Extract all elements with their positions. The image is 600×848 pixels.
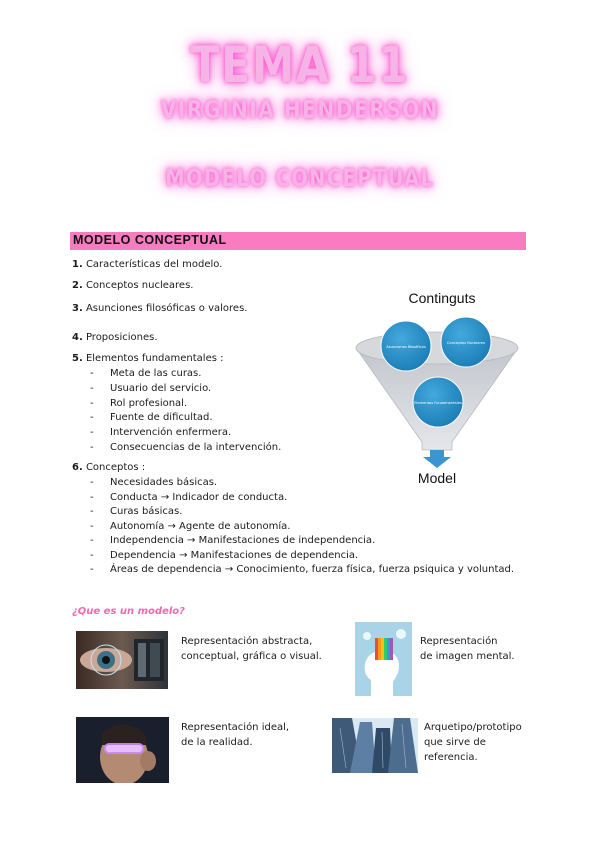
- list-item: 5. Elementos fundamentales :: [72, 353, 224, 364]
- skyscraper-image: [332, 718, 418, 773]
- list-item: 3. Asunciones filosóficas o valores.: [72, 303, 248, 314]
- diagram-title: Continguts: [408, 290, 476, 306]
- card-text: Representación abstracta, conceptual, gráfica o visual.: [181, 636, 322, 662]
- circle-label: Conceptos Nucleares: [447, 341, 485, 345]
- diagram-bottom-label: Model: [417, 470, 457, 486]
- circle-label: Elementos Fundamentales: [414, 401, 462, 405]
- funnel-diagram: [352, 288, 522, 493]
- page-tagline: MODELO CONCEPTUAL: [165, 164, 435, 192]
- page-subtitle: VIRGINIA HENDERSON: [160, 95, 440, 124]
- list-item: 2. Conceptos nucleares.: [72, 280, 194, 291]
- page-title: TEMA 11: [190, 36, 410, 94]
- mental-image: [355, 622, 412, 696]
- list-item: 4. Proposiciones.: [72, 332, 158, 343]
- models-question: ¿Que es un modelo?: [72, 606, 185, 617]
- card-text: Representación de imagen mental.: [420, 636, 515, 662]
- down-arrow-icon: [423, 450, 451, 468]
- circle-label: Asunciones filosóficas: [386, 345, 426, 349]
- funnel-rim: [356, 332, 518, 364]
- vr-image: [76, 717, 169, 783]
- list-item: 6. Conceptos :: [72, 462, 146, 473]
- card-text: Arquetipo/prototipo que sirve de referencia.: [424, 722, 522, 763]
- section-title: MODELO CONCEPTUAL: [73, 233, 227, 247]
- eye-image: [76, 631, 168, 689]
- list-item: 1. Características del modelo.: [72, 259, 223, 270]
- funnel-graphic: [352, 310, 522, 495]
- card-text: Representación ideal, de la realidad.: [181, 722, 290, 748]
